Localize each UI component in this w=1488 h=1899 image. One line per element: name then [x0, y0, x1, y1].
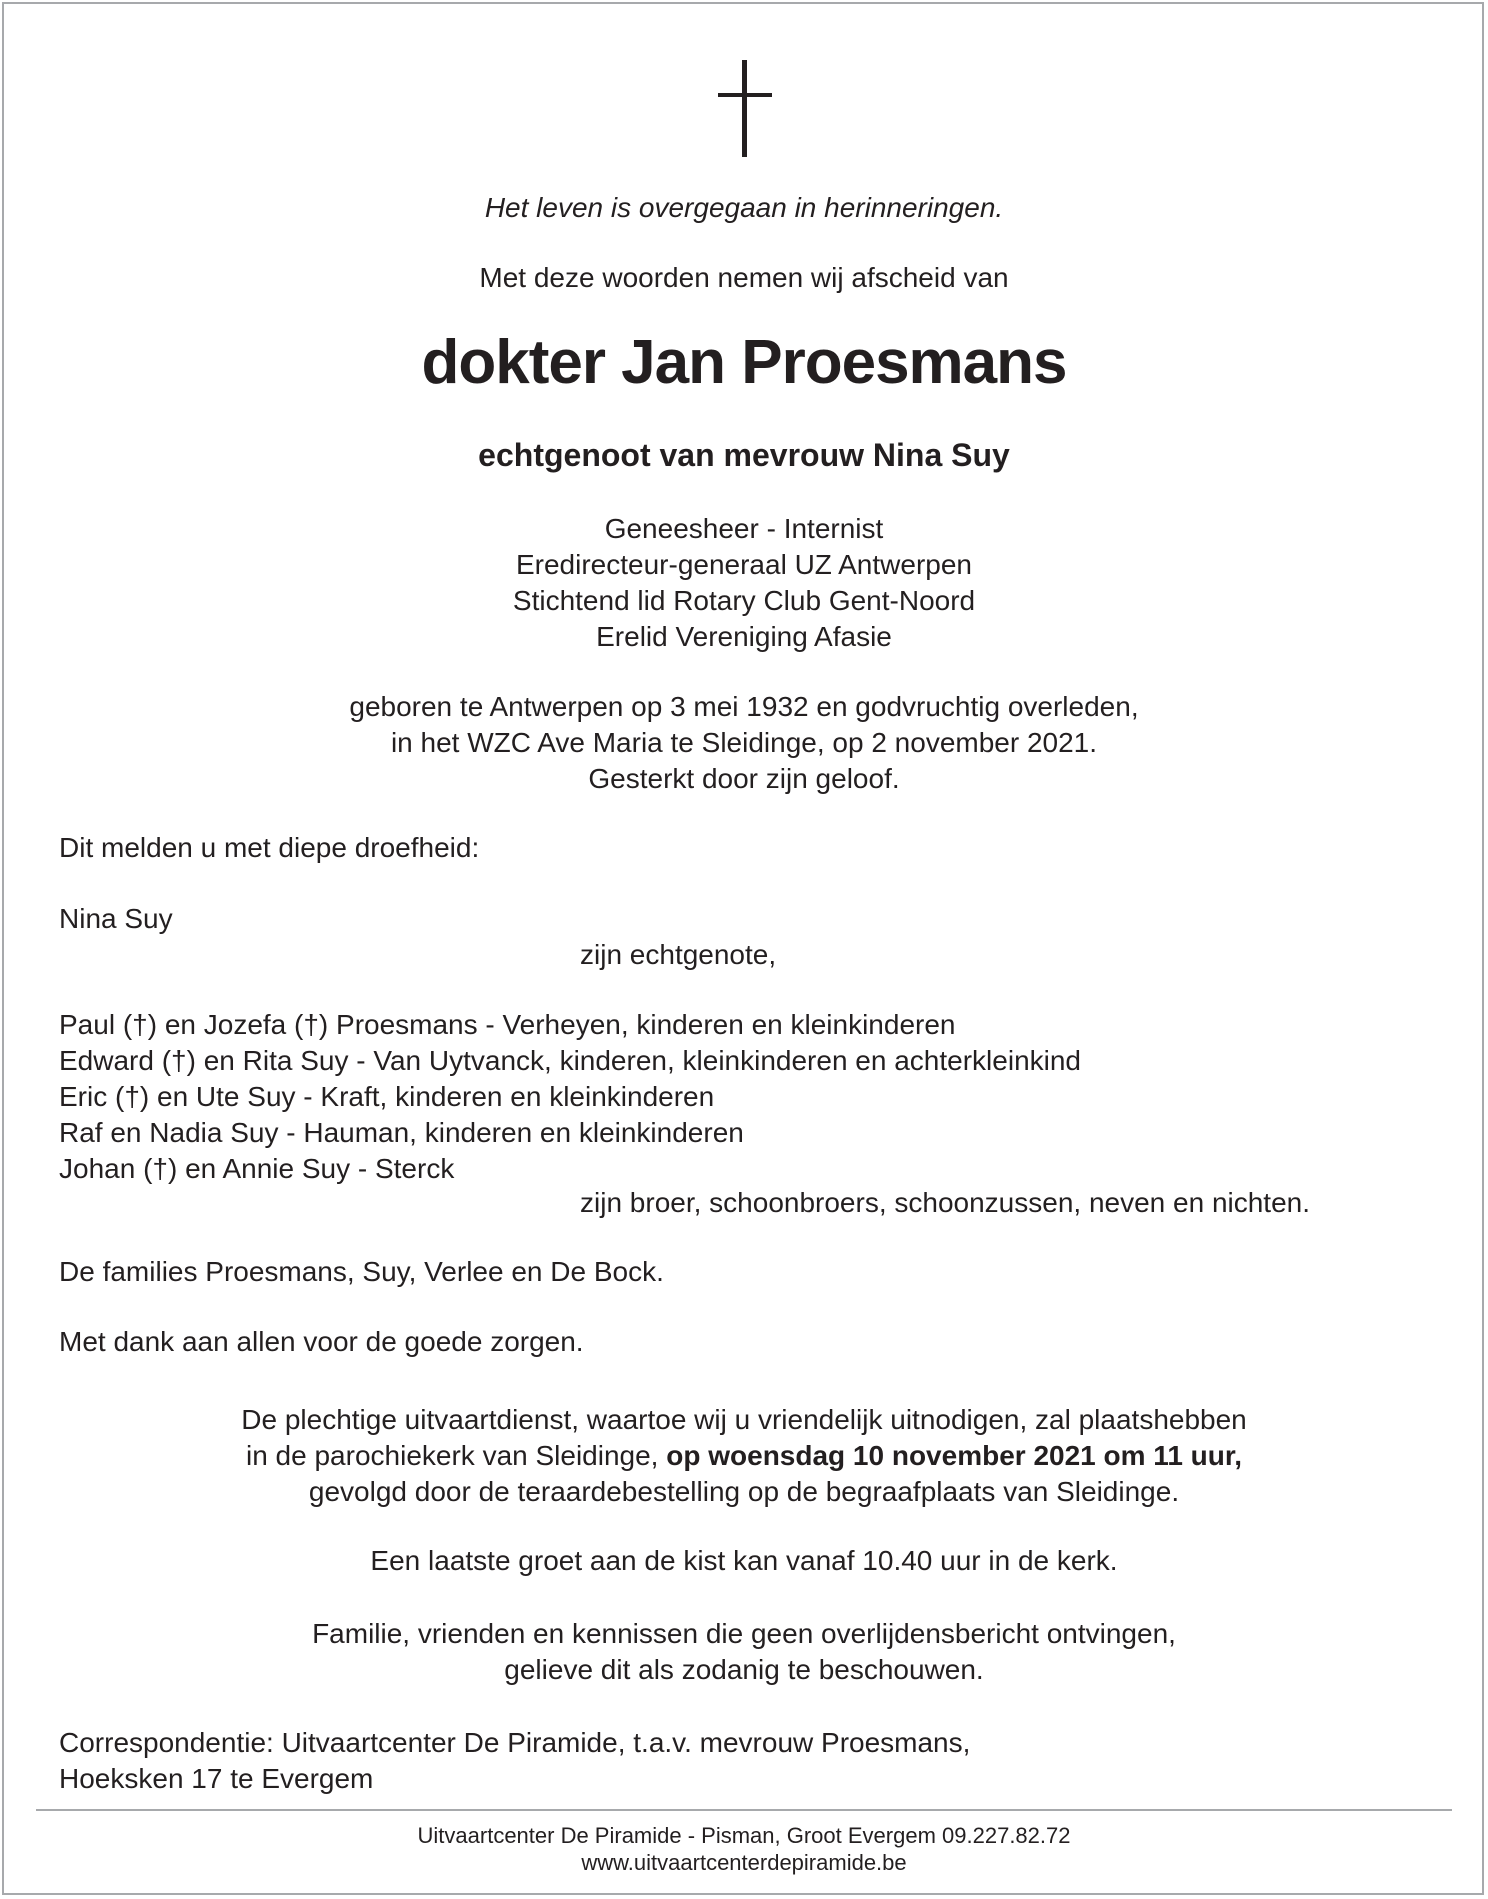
relative-line: Raf en Nadia Suy - Hauman, kinderen en kleinkinderen — [59, 1117, 744, 1148]
footer — [0, 1822, 1488, 1876]
correspondence-block — [59, 1725, 970, 1797]
life-line: Gesterkt door zijn geloof. — [588, 763, 900, 794]
notice-block — [0, 1616, 1488, 1688]
title-line: Erelid Vereniging Afasie — [596, 621, 892, 652]
life-line: geboren te Antwerpen op 3 mei 1932 en godvruchtig overleden, — [349, 691, 1139, 722]
relative-line: Eric (†) en Ute Suy - Kraft, kinderen en kleinkinderen — [59, 1081, 715, 1112]
intro: Met deze woorden nemen wij afscheid van — [479, 262, 1009, 293]
motto: Het leven is overgegaan in herinneringen. — [484, 192, 1004, 223]
title-line: Stichtend lid Rotary Club Gent-Noord — [512, 585, 976, 616]
titles-block — [0, 511, 1488, 655]
farewell: Een laatste groet aan de kist kan vanaf 10.40 uur in de kerk. — [370, 1545, 1118, 1576]
service-datetime: op woensdag 10 november 2021 om 11 uur, — [666, 1440, 1243, 1471]
footer-line-1: Uitvaartcenter De Piramide - Pisman, Groot Evergem 09.227.82.72 — [417, 1823, 1071, 1848]
footer-divider — [36, 1809, 1452, 1811]
relative-line: Edward (†) en Rita Suy - Van Uytvanck, kinderen, kleinkinderen en achterkleinkind — [59, 1045, 1081, 1076]
service-line-3: gevolgd door de teraardebestelling op de begraafplaats van Sleidinge. — [308, 1476, 1180, 1507]
relatives-list — [59, 1007, 1081, 1187]
announcement: Dit melden u met diepe droefheid: — [59, 832, 480, 863]
widow-name: Nina Suy — [59, 903, 173, 934]
cross-icon — [716, 60, 776, 160]
relative-line: Johan (†) en Annie Suy - Sterck — [59, 1153, 455, 1184]
notice-line: Familie, vrienden en kennissen die geen overlijdensbericht ontvingen, — [312, 1618, 1176, 1649]
service-line-1: De plechtige uitvaartdienst, waartoe wij u vriendelijk uitnodigen, zal plaatshebben — [241, 1404, 1247, 1435]
title-line: Geneesheer - Internist — [604, 513, 884, 544]
spouse-line: echtgenoot van mevrouw Nina Suy — [478, 437, 1010, 473]
service-block — [0, 1402, 1488, 1510]
service-location: in de parochiekerk van Sleidinge, — [245, 1440, 667, 1471]
relative-line: Paul (†) en Jozefa (†) Proesmans - Verheyen, kinderen en kleinkinderen — [59, 1009, 956, 1040]
service-line-2 — [0, 1438, 1488, 1474]
footer-website: www.uitvaartcenterdepiramide.be — [581, 1850, 907, 1875]
correspondence-line: Hoeksken 17 te Evergem — [59, 1763, 374, 1794]
notice-line: gelieve dit als zodanig te beschouwen. — [504, 1654, 984, 1685]
relatives-relation: zijn broer, schoonbroers, schoonzussen, neven en nichten. — [580, 1187, 1311, 1218]
life-line: in het WZC Ave Maria te Sleidinge, op 2 november 2021. — [390, 727, 1098, 758]
deceased-name: dokter Jan Proesmans — [421, 328, 1067, 397]
life-block — [0, 689, 1488, 797]
families: De families Proesmans, Suy, Verlee en De Bock. — [59, 1256, 664, 1287]
widow-relation: zijn echtgenote, — [580, 939, 777, 970]
correspondence-line: Correspondentie: Uitvaartcenter De Piramide, t.a.v. mevrouw Proesmans, — [59, 1727, 971, 1758]
title-line: Eredirecteur-generaal UZ Antwerpen — [515, 549, 972, 580]
thanks: Met dank aan allen voor de goede zorgen. — [59, 1326, 584, 1357]
